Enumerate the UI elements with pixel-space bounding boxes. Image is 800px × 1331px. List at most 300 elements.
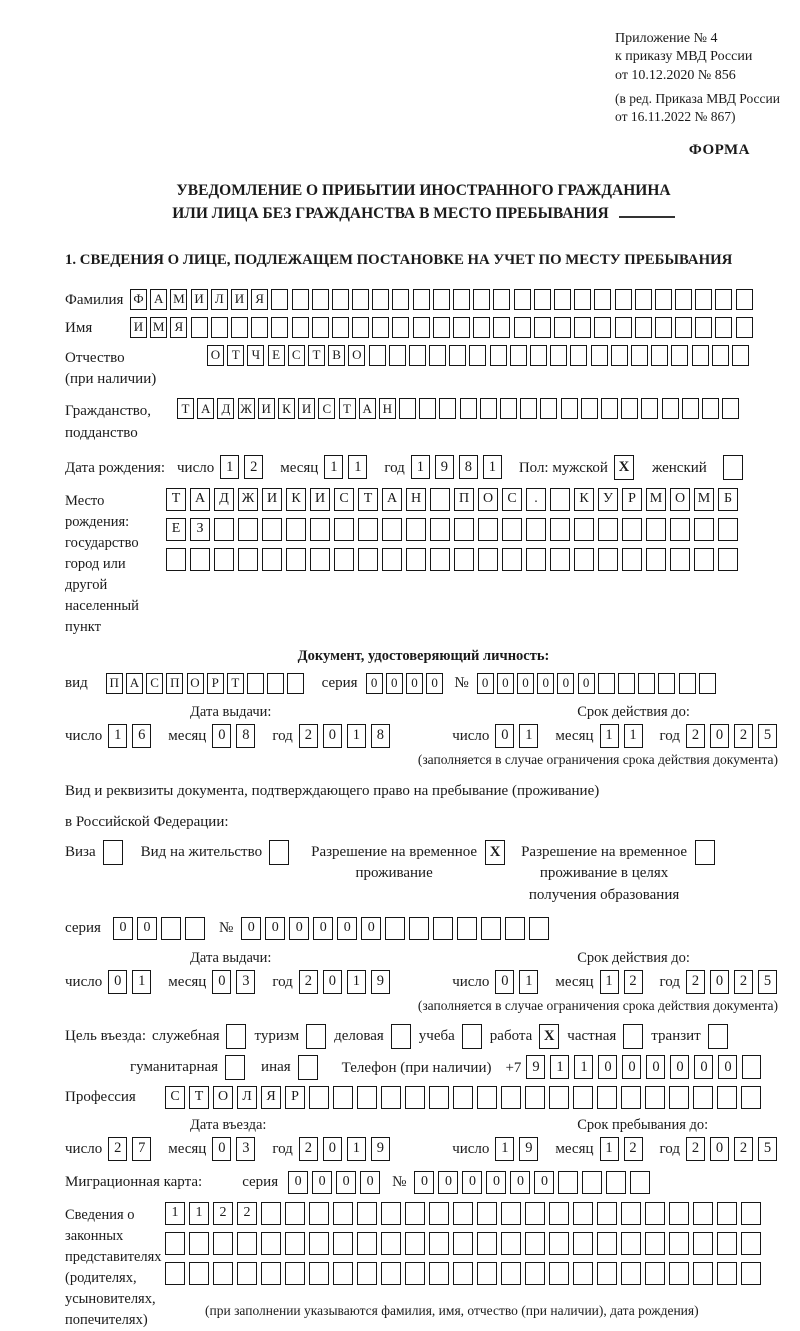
char-cell[interactable] [501, 1202, 521, 1225]
char-cell[interactable] [392, 289, 409, 310]
char-cell[interactable]: М [170, 289, 187, 310]
char-cell[interactable]: 0 [710, 724, 729, 748]
char-cell[interactable] [505, 917, 525, 940]
char-cell[interactable] [237, 1262, 257, 1285]
char-cell[interactable] [662, 398, 679, 419]
char-cell[interactable]: Ж [238, 398, 255, 419]
char-cell[interactable]: С [288, 345, 305, 366]
char-cell[interactable]: Ж [238, 488, 258, 511]
char-cell[interactable] [682, 398, 699, 419]
char-cell[interactable]: 1 [220, 455, 239, 479]
char-cell[interactable] [741, 1086, 761, 1109]
char-cell[interactable] [271, 289, 288, 310]
char-cell[interactable] [334, 518, 354, 541]
char-cell[interactable] [594, 317, 611, 338]
char-cell[interactable] [717, 1086, 737, 1109]
char-cell[interactable]: 9 [371, 1137, 390, 1161]
char-cell[interactable] [574, 548, 594, 571]
char-cell[interactable] [433, 317, 450, 338]
char-cell[interactable]: И [310, 488, 330, 511]
char-cell[interactable]: 2 [299, 724, 318, 748]
char-cell[interactable]: 1 [347, 1137, 366, 1161]
char-cell[interactable] [189, 1262, 209, 1285]
char-cell[interactable] [693, 1202, 713, 1225]
char-cell[interactable]: 0 [113, 917, 133, 940]
char-cell[interactable] [430, 488, 450, 511]
char-cell[interactable] [405, 1086, 425, 1109]
char-cell[interactable] [457, 917, 477, 940]
char-cell[interactable] [646, 548, 666, 571]
char-cell[interactable]: Е [268, 345, 285, 366]
char-cell[interactable] [645, 1086, 665, 1109]
char-cell[interactable] [357, 1086, 377, 1109]
char-cell[interactable] [550, 488, 570, 511]
char-cell[interactable]: 0 [212, 724, 231, 748]
char-cell[interactable]: 0 [289, 917, 309, 940]
char-cell[interactable]: 0 [336, 1171, 356, 1194]
char-cell[interactable]: 8 [236, 724, 255, 748]
char-cell[interactable] [591, 345, 608, 366]
char-cell[interactable] [722, 398, 739, 419]
char-cell[interactable] [597, 1262, 617, 1285]
char-cell[interactable] [286, 518, 306, 541]
char-cell[interactable] [433, 917, 453, 940]
char-cell[interactable] [477, 1086, 497, 1109]
char-cell[interactable] [237, 1232, 257, 1255]
char-cell[interactable]: А [150, 289, 167, 310]
char-cell[interactable] [262, 548, 282, 571]
char-cell[interactable] [214, 518, 234, 541]
char-cell[interactable] [525, 1262, 545, 1285]
char-cell[interactable] [679, 673, 696, 694]
char-cell[interactable] [675, 289, 692, 310]
char-cell[interactable]: 2 [734, 970, 753, 994]
char-cell[interactable] [358, 518, 378, 541]
char-cell[interactable] [298, 1055, 318, 1080]
char-cell[interactable] [189, 1232, 209, 1255]
char-cell[interactable]: У [598, 488, 618, 511]
visa-checkbox[interactable] [103, 840, 123, 865]
char-cell[interactable] [669, 1262, 689, 1285]
char-cell[interactable] [310, 518, 330, 541]
char-cell[interactable] [309, 1232, 329, 1255]
char-cell[interactable] [693, 1086, 713, 1109]
char-cell[interactable] [621, 1262, 641, 1285]
char-cell[interactable] [332, 289, 349, 310]
char-cell[interactable] [261, 1262, 281, 1285]
char-cell[interactable] [573, 1262, 593, 1285]
char-cell[interactable] [695, 289, 712, 310]
char-cell[interactable] [597, 1086, 617, 1109]
char-cell[interactable]: 2 [624, 1137, 643, 1161]
char-cell[interactable]: К [574, 488, 594, 511]
char-cell[interactable] [520, 398, 537, 419]
char-cell[interactable] [582, 1171, 602, 1194]
char-cell[interactable]: 1 [324, 455, 343, 479]
char-cell[interactable] [292, 317, 309, 338]
char-cell[interactable]: П [106, 673, 123, 694]
char-cell[interactable] [618, 673, 635, 694]
char-cell[interactable]: С [165, 1086, 185, 1109]
char-cell[interactable] [597, 1202, 617, 1225]
char-cell[interactable] [581, 398, 598, 419]
char-cell[interactable]: 5 [758, 724, 777, 748]
char-cell[interactable]: А [126, 673, 143, 694]
char-cell[interactable] [372, 289, 389, 310]
char-cell[interactable]: 2 [299, 970, 318, 994]
char-cell[interactable] [525, 1086, 545, 1109]
char-cell[interactable] [481, 917, 501, 940]
char-cell[interactable] [166, 548, 186, 571]
char-cell[interactable]: 0 [313, 917, 333, 940]
char-cell[interactable] [238, 518, 258, 541]
char-cell[interactable] [540, 398, 557, 419]
char-cell[interactable]: Т [227, 345, 244, 366]
char-cell[interactable] [558, 1171, 578, 1194]
char-cell[interactable] [501, 1232, 521, 1255]
char-cell[interactable]: 0 [477, 673, 494, 694]
char-cell[interactable] [670, 518, 690, 541]
char-cell[interactable]: 0 [366, 673, 383, 694]
char-cell[interactable] [549, 1086, 569, 1109]
char-cell[interactable] [225, 1055, 245, 1080]
char-cell[interactable] [694, 548, 714, 571]
char-cell[interactable]: 0 [312, 1171, 332, 1194]
char-cell[interactable] [238, 548, 258, 571]
char-cell[interactable]: Я [261, 1086, 281, 1109]
char-cell[interactable]: 1 [600, 1137, 619, 1161]
char-cell[interactable] [453, 1202, 473, 1225]
purpose-study-checkbox[interactable] [462, 1024, 482, 1049]
char-cell[interactable] [501, 1262, 521, 1285]
char-cell[interactable]: 9 [371, 970, 390, 994]
char-cell[interactable] [473, 317, 490, 338]
char-cell[interactable] [405, 1262, 425, 1285]
char-cell[interactable] [214, 548, 234, 571]
char-cell[interactable] [622, 548, 642, 571]
char-cell[interactable]: 6 [132, 724, 151, 748]
char-cell[interactable] [231, 317, 248, 338]
char-cell[interactable]: 0 [212, 1137, 231, 1161]
char-cell[interactable]: 0 [710, 970, 729, 994]
char-cell[interactable] [261, 1232, 281, 1255]
char-cell[interactable]: А [382, 488, 402, 511]
char-cell[interactable] [285, 1262, 305, 1285]
char-cell[interactable] [372, 317, 389, 338]
char-cell[interactable]: 1 [108, 724, 127, 748]
char-cell[interactable] [717, 1232, 737, 1255]
char-cell[interactable] [723, 455, 743, 480]
char-cell[interactable] [413, 289, 430, 310]
char-cell[interactable] [669, 1086, 689, 1109]
char-cell[interactable] [406, 518, 426, 541]
sex-male-checkbox[interactable] [614, 455, 634, 480]
char-cell[interactable] [561, 398, 578, 419]
char-cell[interactable]: О [207, 345, 224, 366]
char-cell[interactable]: 2 [299, 1137, 318, 1161]
char-cell[interactable]: 0 [710, 1137, 729, 1161]
char-cell[interactable]: Р [207, 673, 224, 694]
char-cell[interactable] [430, 548, 450, 571]
char-cell[interactable] [550, 345, 567, 366]
char-cell[interactable]: М [694, 488, 714, 511]
char-cell[interactable]: 0 [386, 673, 403, 694]
temp-residence-checkbox[interactable] [485, 840, 505, 865]
char-cell[interactable]: О [213, 1086, 233, 1109]
char-cell[interactable] [334, 548, 354, 571]
char-cell[interactable]: 1 [132, 970, 151, 994]
char-cell[interactable]: Л [237, 1086, 257, 1109]
char-cell[interactable]: Т [308, 345, 325, 366]
char-cell[interactable]: Л [211, 289, 228, 310]
purpose-humanitarian-checkbox[interactable] [225, 1055, 245, 1080]
char-cell[interactable]: А [197, 398, 214, 419]
char-cell[interactable] [409, 345, 426, 366]
char-cell[interactable] [357, 1202, 377, 1225]
char-cell[interactable] [385, 917, 405, 940]
char-cell[interactable]: Е [166, 518, 186, 541]
char-cell[interactable] [741, 1262, 761, 1285]
char-cell[interactable] [454, 518, 474, 541]
char-cell[interactable] [736, 289, 753, 310]
char-cell[interactable]: 2 [686, 1137, 705, 1161]
char-cell[interactable] [651, 345, 668, 366]
char-cell[interactable]: 9 [435, 455, 454, 479]
char-cell[interactable] [601, 398, 618, 419]
char-cell[interactable]: С [334, 488, 354, 511]
char-cell[interactable]: Т [189, 1086, 209, 1109]
char-cell[interactable] [190, 548, 210, 571]
char-cell[interactable] [399, 398, 416, 419]
char-cell[interactable] [405, 1232, 425, 1255]
char-cell[interactable] [419, 398, 436, 419]
char-cell[interactable] [621, 398, 638, 419]
char-cell[interactable] [502, 518, 522, 541]
char-cell[interactable] [381, 1202, 401, 1225]
char-cell[interactable]: 0 [517, 673, 534, 694]
char-cell[interactable] [615, 317, 632, 338]
char-cell[interactable] [741, 1232, 761, 1255]
char-cell[interactable] [381, 1232, 401, 1255]
char-cell[interactable]: 0 [426, 673, 443, 694]
char-cell[interactable] [269, 840, 289, 865]
char-cell[interactable]: 9 [526, 1055, 545, 1079]
char-cell[interactable] [549, 1232, 569, 1255]
char-cell[interactable]: 0 [537, 673, 554, 694]
char-cell[interactable]: 1 [347, 724, 366, 748]
char-cell[interactable]: 1 [495, 1137, 514, 1161]
char-cell[interactable] [429, 345, 446, 366]
char-cell[interactable]: 0 [137, 917, 157, 940]
char-cell[interactable] [621, 1086, 641, 1109]
char-cell[interactable] [333, 1232, 353, 1255]
char-cell[interactable]: 2 [244, 455, 263, 479]
purpose-official-checkbox[interactable] [226, 1024, 246, 1049]
char-cell[interactable] [478, 518, 498, 541]
char-cell[interactable] [478, 548, 498, 571]
char-cell[interactable]: 0 [337, 917, 357, 940]
char-cell[interactable]: Т [166, 488, 186, 511]
char-cell[interactable] [433, 289, 450, 310]
char-cell[interactable] [286, 548, 306, 571]
char-cell[interactable]: 0 [406, 673, 423, 694]
char-cell[interactable] [708, 1024, 728, 1049]
char-cell[interactable]: 0 [510, 1171, 530, 1194]
char-cell[interactable]: И [262, 488, 282, 511]
char-cell[interactable] [529, 917, 549, 940]
char-cell[interactable] [554, 317, 571, 338]
char-cell[interactable] [480, 398, 497, 419]
char-cell[interactable]: О [670, 488, 690, 511]
char-cell[interactable] [621, 1202, 641, 1225]
char-cell[interactable]: 1 [519, 724, 538, 748]
char-cell[interactable]: Т [339, 398, 356, 419]
char-cell[interactable] [382, 518, 402, 541]
char-cell[interactable]: . [526, 488, 546, 511]
char-cell[interactable]: 7 [132, 1137, 151, 1161]
char-cell[interactable] [165, 1262, 185, 1285]
char-cell[interactable]: 0 [462, 1171, 482, 1194]
char-cell[interactable] [638, 673, 655, 694]
char-cell[interactable] [332, 317, 349, 338]
char-cell[interactable]: 1 [550, 1055, 569, 1079]
char-cell[interactable] [630, 1171, 650, 1194]
char-cell[interactable] [573, 1232, 593, 1255]
char-cell[interactable]: 2 [237, 1202, 257, 1225]
char-cell[interactable] [406, 548, 426, 571]
char-cell[interactable]: 2 [734, 1137, 753, 1161]
char-cell[interactable]: 2 [108, 1137, 127, 1161]
char-cell[interactable]: 0 [360, 1171, 380, 1194]
char-cell[interactable] [462, 1024, 482, 1049]
char-cell[interactable]: 1 [483, 455, 502, 479]
char-cell[interactable] [429, 1086, 449, 1109]
char-cell[interactable] [439, 398, 456, 419]
char-cell[interactable] [635, 317, 652, 338]
char-cell[interactable] [645, 1202, 665, 1225]
char-cell[interactable] [271, 317, 288, 338]
char-cell[interactable]: 1 [519, 970, 538, 994]
char-cell[interactable] [306, 1024, 326, 1049]
char-cell[interactable]: С [502, 488, 522, 511]
char-cell[interactable]: Н [379, 398, 396, 419]
char-cell[interactable] [211, 317, 228, 338]
char-cell[interactable]: 1 [600, 970, 619, 994]
char-cell[interactable] [631, 345, 648, 366]
char-cell[interactable] [161, 917, 181, 940]
char-cell[interactable] [550, 518, 570, 541]
char-cell[interactable] [103, 840, 123, 865]
char-cell[interactable] [285, 1232, 305, 1255]
char-cell[interactable] [309, 1262, 329, 1285]
char-cell[interactable] [655, 317, 672, 338]
char-cell[interactable] [732, 345, 749, 366]
char-cell[interactable]: О [187, 673, 204, 694]
char-cell[interactable] [185, 917, 205, 940]
char-cell[interactable]: X [614, 455, 634, 480]
char-cell[interactable] [165, 1232, 185, 1255]
char-cell[interactable]: 1 [165, 1202, 185, 1225]
char-cell[interactable] [357, 1262, 377, 1285]
char-cell[interactable]: А [190, 488, 210, 511]
char-cell[interactable] [669, 1232, 689, 1255]
char-cell[interactable]: Я [251, 289, 268, 310]
char-cell[interactable] [477, 1232, 497, 1255]
char-cell[interactable]: С [146, 673, 163, 694]
char-cell[interactable] [530, 345, 547, 366]
char-cell[interactable]: И [130, 317, 147, 338]
char-cell[interactable] [262, 518, 282, 541]
char-cell[interactable] [352, 289, 369, 310]
char-cell[interactable] [409, 917, 429, 940]
char-cell[interactable] [514, 317, 531, 338]
char-cell[interactable] [574, 518, 594, 541]
char-cell[interactable] [669, 1202, 689, 1225]
char-cell[interactable]: И [298, 398, 315, 419]
char-cell[interactable]: И [191, 289, 208, 310]
char-cell[interactable] [695, 317, 712, 338]
char-cell[interactable] [429, 1202, 449, 1225]
char-cell[interactable] [702, 398, 719, 419]
char-cell[interactable] [645, 1262, 665, 1285]
char-cell[interactable]: К [286, 488, 306, 511]
char-cell[interactable] [570, 345, 587, 366]
char-cell[interactable]: К [278, 398, 295, 419]
char-cell[interactable] [389, 345, 406, 366]
char-cell[interactable]: О [348, 345, 365, 366]
char-cell[interactable]: 2 [686, 724, 705, 748]
char-cell[interactable] [525, 1232, 545, 1255]
char-cell[interactable] [453, 289, 470, 310]
char-cell[interactable] [309, 1202, 329, 1225]
char-cell[interactable] [597, 1232, 617, 1255]
char-cell[interactable]: З [190, 518, 210, 541]
char-cell[interactable] [550, 548, 570, 571]
char-cell[interactable] [490, 345, 507, 366]
char-cell[interactable] [717, 1262, 737, 1285]
char-cell[interactable]: 0 [495, 970, 514, 994]
char-cell[interactable]: 0 [646, 1055, 665, 1079]
char-cell[interactable]: 8 [371, 724, 390, 748]
char-cell[interactable] [693, 1262, 713, 1285]
char-cell[interactable] [392, 317, 409, 338]
char-cell[interactable] [549, 1202, 569, 1225]
purpose-other-checkbox[interactable] [298, 1055, 318, 1080]
char-cell[interactable] [429, 1262, 449, 1285]
char-cell[interactable] [429, 1232, 449, 1255]
char-cell[interactable] [500, 398, 517, 419]
char-cell[interactable]: 8 [459, 455, 478, 479]
char-cell[interactable]: Д [217, 398, 234, 419]
char-cell[interactable] [261, 1202, 281, 1225]
char-cell[interactable] [382, 548, 402, 571]
char-cell[interactable] [502, 548, 522, 571]
char-cell[interactable]: 0 [557, 673, 574, 694]
char-cell[interactable] [449, 345, 466, 366]
char-cell[interactable]: А [359, 398, 376, 419]
char-cell[interactable]: И [258, 398, 275, 419]
char-cell[interactable]: И [231, 289, 248, 310]
char-cell[interactable] [598, 518, 618, 541]
char-cell[interactable] [357, 1232, 377, 1255]
char-cell[interactable] [477, 1262, 497, 1285]
char-cell[interactable]: 1 [600, 724, 619, 748]
char-cell[interactable] [615, 289, 632, 310]
char-cell[interactable]: Т [227, 673, 244, 694]
char-cell[interactable] [213, 1262, 233, 1285]
char-cell[interactable] [694, 518, 714, 541]
char-cell[interactable]: X [539, 1024, 559, 1049]
